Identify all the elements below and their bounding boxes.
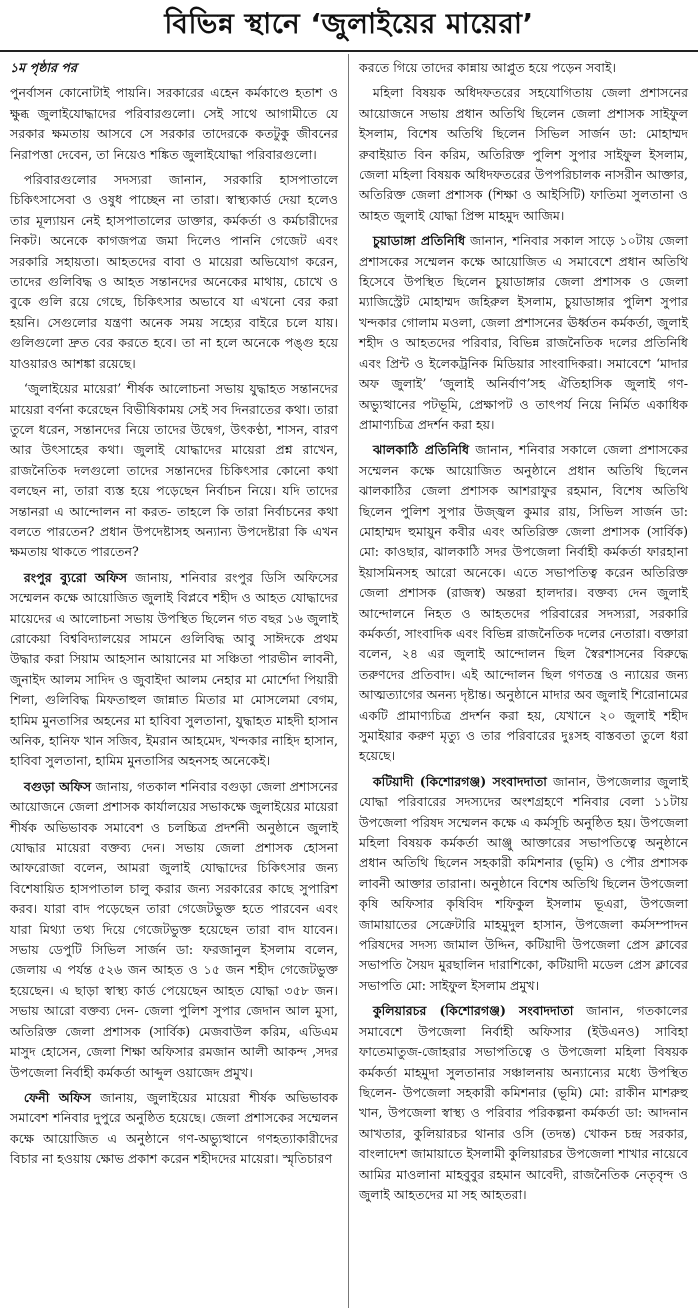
left-column	[0, 54, 349, 1308]
paragraph-text: জানান, উপজেলার জুলাই যোদ্ধা পরিবারের সদস্যদের অংশগ্রহণে শনিবার বেলা ১১টায় উপজেলা পরিষদ সম্মেলন কক্ষে এ কর্মসূচি অনুষ্ঠিত হয়। উপজেলা মহিলা বিষয়ক কর্মকর্তা আঞ্জু আক্তারের সভাপতিত্বে অনুষ্ঠানে প্রধান অতিথি ছিলেন সহকারী কমিশনার (ভূমি) ও পৌর প্রশাসক লাবনী আক্তার তারানা। অনুষ্ঠানে বিশেষ অতিথি ছিলেন উপজেলা কৃষি অফিসার কৃষিবিদ শফিকুল ইসলাম ভূএরা, উপজেলা জামায়াতের সেক্রেটারি মাহমুদুল হাসান, উপজেলা কর্মসম্পাদন পরিষদের সদস্য জামাল উদ্দিন, কটিয়াদী উপজেলা প্রেস ক্লাবের সভাপতি সৈয়দ মুরছালিন দারাশিকো, কটিয়াদী মডেল প্রেস ক্লাবের সভাপতি মো: সাইফুল ইসলাম প্রমুখ।	[359, 773, 688, 993]
paragraph-text: জানান, গতকালের সমাবেশে উপজেলা নির্বাহী অফিসার (ইউএনও) সাবিহা ফাতেমাতুজ-জোহরার সভাপতিত্বে ও উপজেলা মহিলা বিষয়ক কর্মকর্তা মাহমুদা সুলতানার সঞ্চালনায় অন্যান্যের মধ্যে উপস্থিত ছিলেন- উপজেলা সহকারী কমিশনার (ভূমি) মো: রাকীন মাশরুহু খান, উপজেলা স্বাস্থ্য ও পরিবার পরিকল্পনা কর্মকর্তা ডা: আদনান আখতার, কুলিয়ারচর থানার ওসি (তদন্ত) খোকন চন্দ্র সরকার, বাংলাদেশ জামায়াতে ইসলামী কুলিয়ারচর উপজেলা শাখার নায়েবে আমির মাওলানা মাহবুবুর রহমান আবেদী, রাজনৈতিক নেতৃবৃন্দ ও জুলাই আহতদের মা সহ আহতরা।	[359, 1003, 688, 1202]
paragraph-text: জানান, শনিবার সকাল সাড়ে ১০টায় জেলা প্রশাসকের সম্মেলন কক্ষে আয়োজিত এ সমাবেশে প্রধান অতিথি হিসেবে উপস্থিত ছিলেন চুয়াডাঙ্গার জেলা প্রশাসক ও জেলা ম্যাজিস্ট্রেট মোহাম্মদ জহিরুল ইসলাম, চুয়াডাঙ্গার পুলিশ সুপার খন্দকার গোলাম মওলা, জেলা প্রশাসনের ঊর্ধ্বতন কর্মকর্তা, জুলাই শহীদ ও আহতদের পরিবার, বিভিন্ন রাজনৈতিক দলের প্রতিনিধি এবং প্রিন্ট ও ইলেকট্রনিক মিডিয়ার সাংবাদিকরা। সমাবেশে ‘মাদার অফ জুলাই’ ‘জুলাই অনির্বাণ’সহ ঐতিহাসিক জুলাই গণ-অভ্যুত্থানের পটভূমি, প্রেক্ষাপট ও তাৎপর্য নিয়ে নির্মিত একাধিক প্রামাণ্যচিত্র প্রদর্শন করা হয়।	[359, 233, 688, 432]
article-paragraph	[359, 440, 688, 767]
paragraph-text: করতে গিয়ে তাদের কান্নায় আপ্লুত হয়ে পড়েন সবাই।	[359, 60, 617, 75]
continued-kicker	[10, 58, 338, 78]
byline: ঝালকাঠি প্রতিনিধি	[372, 442, 470, 458]
byline: কুলিয়ারচর (কিশোরগঞ্জ) সংবাদদাতা	[372, 1003, 574, 1019]
right-column	[349, 54, 698, 1308]
article-paragraph	[10, 379, 338, 563]
article-paragraph	[10, 83, 338, 165]
article-paragraph	[359, 772, 688, 996]
article-columns	[0, 54, 698, 1308]
paragraph-text: জানায়, গতকাল শনিবার বগুড়া জেলা প্রশাসনের আয়োজনে জেলা প্রশাসক কার্যালয়ের সভাকক্ষে জুলাইয়ের মায়েরা শীর্ষক অভিভাবক সমাবেশ ও চলচ্চিত্র প্রদর্শনী অনুষ্ঠানে জুলাই যোদ্ধার মায়েরা বক্তব্য দেন। সভায় জেলা প্রশাসক হোসনা আফরোজা বলেন, আমরা জুলাই যোদ্ধাদের চিকিৎসার জন্য বিশেষায়িত হাসপাতাল চালু করার জন্য সরকারের কাছে সুপারিশ করব। যারা বাদ পড়েছেন তারা গেজেটভুক্ত হতে পারবেন এবং যারা মিথ্যা তথ্য দিয়ে গেজেটভুক্ত হয়েছেন তারা বাদ যাবেন। সভায় ডেপুটি সিভিল সার্জন ডা: ফরজানুল ইসলাম বলেন, জেলায় এ পর্যন্ত ৫২৬ জন আহত ও ১৫ জন শহীদ গেজেটভুক্ত হয়েছেন। এ ছাড়া স্বাস্থ্য কার্ড পেয়েছেন আহত যোদ্ধা ৩৫৮ জন। সভায় আরো বক্তব্য দেন- জেলা পুলিশ সুপার জেদান আল মুসা, অতিরিক্ত জেলা প্রশাসক (সার্বিক) মেজবাউল করিম, এডিএম মাসুদ হোসেন, জেলা শিক্ষা অফিসার রমজান আলী আকন্দ ,সদর উপজেলা নির্বাহী কর্মকর্তা আব্দুল ওয়াজেদ প্রমুখ।	[10, 778, 338, 1080]
article-paragraph	[10, 170, 338, 374]
byline: কটিয়াদী (কিশোরগঞ্জ) সংবাদদাতা	[372, 773, 547, 789]
kicker: ১ম পৃষ্ঠার পর	[10, 60, 77, 75]
article-paragraph	[359, 58, 688, 78]
paragraph-text: পরিবারগুলোর সদস্যরা জানান, সরকারি হাসপাতালে চিকিৎসাসেবা ও ওষুধ পাচ্ছেন না তারা। স্বাস্থ্যকার্ড দেয়া হলেও তার মূল্যায়ন নেই হাসপাতালের ডাক্তার, কর্মকর্তা ও কর্মচারীদের নিকট। অনেকে কাগজপত্র জমা দিলেও পাননি গেজেট এবং সরকারি সহায়তা। আহতদের বাবা ও মায়েরা অভিযোগ করেন, তাদের গুলিবিদ্ধ ও আহত সন্তানদের অনেকের মাথায়, চোখে ও বুকে গুলি রয়ে গেছে, চিকিৎসার অভাবে যা এখনো বের করা হয়নি। সেগুলোর যন্ত্রণা অনেক সময় সহ্যের বাইরে চলে যায়। গুলিগুলো দ্রুত বের করতে হবে। তা না হলে অনেকে পঙ্গু হয়ে যাওয়ারও আশঙ্কা রয়েছে।	[10, 172, 338, 371]
paragraph-text: জানান, শনিবার সকালে জেলা প্রশাসকের সম্মেলন কক্ষে আয়োজিত অনুষ্ঠানে প্রধান অতিথি ছিলেন ঝালকাঠির জেলা প্রশাসক আশরাফুর রহমান, বিশেষ অতিথি ছিলেন পুলিশ সুপার উজ্জ্বল কুমার রায়, সিভিল সার্জন ডা: মোহাম্মদ হুমায়ুন কবীর এবং অতিরিক্ত জেলা প্রশাসক (সার্বিক) মো: কাওছার, ঝালকাঠি সদর উপজেলা নির্বাহী কর্মকর্তা ফারহানা ইয়াসমিনসহ আরো অনেকে। এতে সভাপতিত্ব করেন অতিরিক্ত জেলা প্রশাসক (রাজস্ব) অন্তরা হালদার। বক্তব্য দেন জুলাই আন্দোলনে নিহত ও আহতদের পরিবারের সদস্যরা, সরকারি কর্মকর্তা, সাংবাদিক এবং বিভিন্ন রাজনৈতিক দলের নেতারা। বক্তারা বলেন, ২৪ এর জুলাই আন্দোলন ছিল স্বৈরশাসনের বিরুদ্ধে তরুণদের প্রতিবাদ। এই আন্দোলন ছিল গণতন্ত্র ও ন্যায়ের জন্য আত্মত্যাগের অনন্য দৃষ্টান্ত। অনুষ্ঠানে মাদার অব জুলাই শিরোনামের একটি প্রামাণ্যচিত্র প্রদর্শন করা হয়, যেখানে ২০ জুলাই শহীদ সুমাইয়ার করুণ মৃত্যু ও তার পরিবারের দুঃসহ বাস্তবতা তুলে ধরা হয়েছে।	[359, 442, 689, 764]
paragraph-text: জানায়, শনিবার রংপুর ডিসি অফিসের সম্মেলন কক্ষে আয়োজিত জুলাই বিপ্লবে শহীদ ও আহত যোদ্ধাদের মায়েদের এ আলোচনা সভায় উপস্থিত ছিলেন গত বছর ১৬ জুলাই রোকেয়া বিশ্ববিদ্যালয়ের সামনে গুলিবিদ্ধ আবু সাঈদকে প্রথম উদ্ধার করা সিয়াম আহসান আয়ানের মা সঞ্চিতা পারভীন লাবনী, জুনাইদ আলম সাদিদ ও জুবাইদা আলম নেহার মা মোর্শেদা পিয়ারী শিলা, গুলিবিদ্ধ মিফতাহুল জান্নাত মিতার মা মোসলেমা বেগম, হামিম মুনতাসির অহনের মা হাবিবা সুলতানা, যুদ্ধাহত মাহদী হাসান অনিক, হানিফ খান সজিব, ইমরান আহমেদ, খন্দকার নাহিদ হাসান, হাবিবা সুলতানা, হামিম মুনতাসির অহনসহ অনেকেই।	[10, 569, 338, 769]
byline: বগুড়া অফিস	[23, 778, 92, 794]
paragraph-text: ‘জুলাইয়ের মায়েরা’ শীর্ষক আলোচনা সভায় যুদ্ধাহত সন্তানদের মায়েরা বর্ণনা করেছেন বিভীষিকাময় সেই সব দিনরাতের কথা। তারা তুলে ধরেন, সন্তানদের নিয়ে তাদের উদ্বেগ, উৎকণ্ঠা, শাসন, বারণ আর উৎসাহের কথা। জুলাই যোদ্ধাদের মায়েরা প্রশ্ন রাখেন, রাজনৈতিক দলগুলো তাদের সন্তানদের চিকিৎসার কোনো কথা বলছেন না, তারা ব্যস্ত হয়ে পড়েছেন নির্বাচন নিয়ে। যদি তাদের সন্তানরা এ আন্দোলন না করত- তাহলে কি তারা নির্বাচনের কথা বলতে পারতেন? প্রধান উপদেষ্টাসহ অন্যান্য উপদেষ্টারা কি এখন ক্ষমতায় থাকতে পারতেন?	[10, 381, 338, 560]
byline: চুয়াডাঙ্গা প্রতিনিধি	[372, 233, 466, 249]
article-paragraph	[10, 777, 338, 1083]
article-paragraph	[10, 568, 338, 772]
article-paragraph	[359, 83, 688, 226]
paragraph-text: মহিলা বিষয়ক অধিদফতরের সহযোগিতায় জেলা প্রশাসনের আয়োজনে সভায় প্রধান অতিথি ছিলেন জেলা প্রশাসক সাইফুল ইসলাম, বিশেষ অতিথি ছিলেন সিভিল সার্জন ডা: মোহাম্মদ রুবাইয়াত বিন করিম, অতিরিক্ত পুলিশ সুপার সাইফুল ইসলাম, জেলা মহিলা বিষয়ক অধিদফতরের উপপরিচালক নাসরীন আক্তার, অতিরিক্ত জেলা প্রশাসক (শিক্ষা ও আইসিটি) ফাতিমা সুলতানা ও আহত জুলাই যোদ্ধা প্রিন্স মাহমুদ আজিম।	[359, 85, 688, 223]
article-paragraph	[359, 1001, 688, 1205]
paragraph-text: পুনর্বাসন কোনোটাই পায়নি। সরকারের এহেন কর্মকাণ্ডে হতাশ ও ক্ষুব্ধ জুলাইযোদ্ধাদের পরিবারগুলো। সেই সাথে আগামীতে যে সরকার ক্ষমতায় আসবে সে সরকার তাদেরকে কতটুকু জীবনের নিরাপত্তা দেবেন, তা নিয়েও শঙ্কিত জুলাইযোদ্ধা পরিবারগুলো।	[10, 85, 338, 162]
article-paragraph	[10, 1088, 338, 1170]
headline: বিভিন্ন স্থানে ‘জুলাইয়ের মায়েরা’	[0, 0, 698, 52]
byline: ফেনী অফিস	[23, 1089, 91, 1105]
article-paragraph	[359, 231, 688, 435]
byline: রংপুর ব্যুরো অফিস	[23, 569, 128, 585]
paragraph-text: জানায়, জুলাইয়ের মায়েরা শীর্ষক অভিভাবক সমাবেশ শনিবার দুপুরে অনুষ্ঠিত হয়েছে। জেলা প্রশাসকের সম্মেলন কক্ষে আয়োজিত এ অনুষ্ঠানে গণ-অভ্যুত্থানে গণহত্যাকারীদের বিচার না হওয়ায় ক্ষোভ প্রকাশ করেন শহীদদের মায়েরা। স্মৃতিচারণ	[10, 1089, 338, 1167]
